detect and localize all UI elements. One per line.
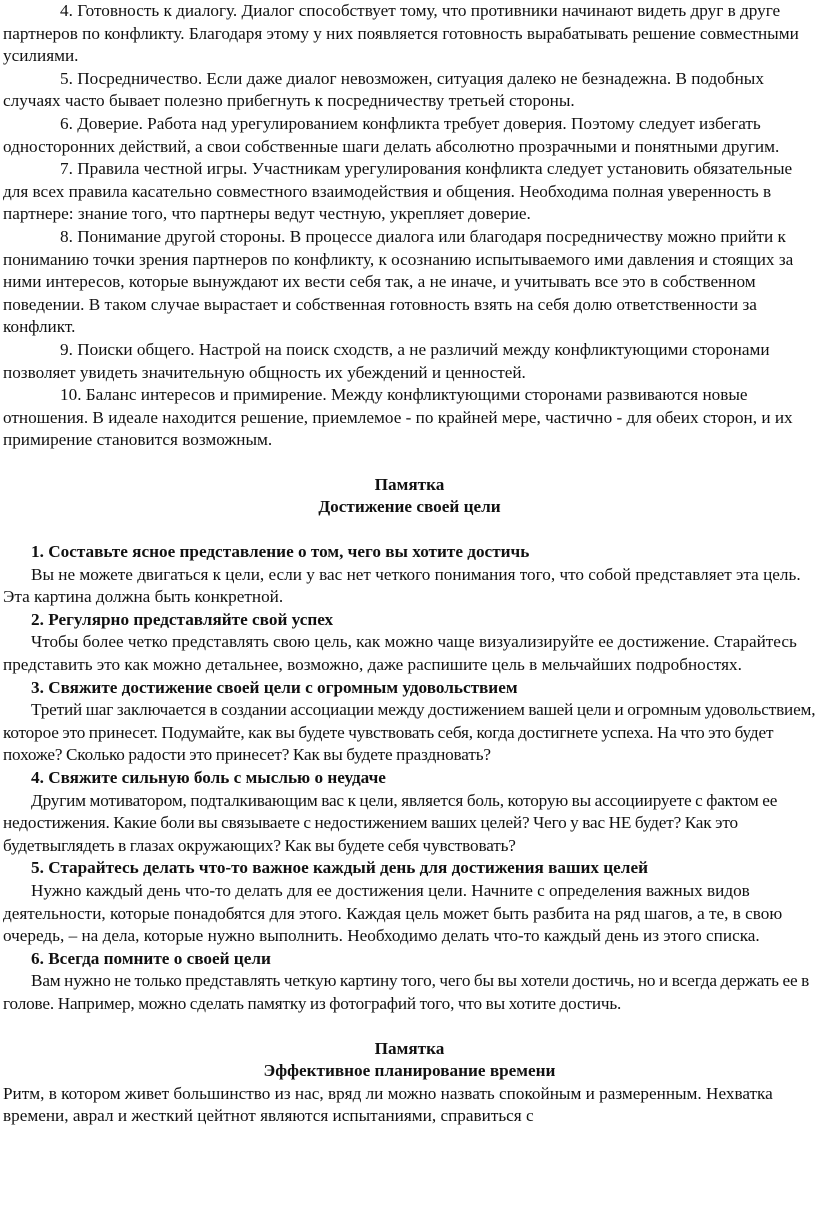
memo-title: Достижение своей цели [318, 497, 501, 517]
section-text: Третий шаг заключается в создании ассоциации между достижением вашей цели и огромным удовольствием, которое это принесет. Подумайте, как вы будете чувствовать себя, когда достигнете успеха. На что это будет похоже? Сколько радости это принесет? Как вы будете праздновать? [3, 700, 816, 765]
section-heading: 1. Составьте ясное представление о том, чего вы хотите достичь [31, 542, 530, 562]
list-item: 10. Баланс интересов и примирение. Между конфликтующими сторонами развиваются новые отношения. В идеале находится решение, приемлемое - по крайней мере, частично - для обеих сторон, и их примирение становится возможным. [3, 385, 793, 450]
list-item: 5. Посредничество. Если даже диалог невозможен, ситуация далеко не безнадежна. В подобных случаях часто бывает полезно прибегнуть к посредничеству третьей стороны. [3, 68, 764, 111]
conflict-resolution-list [3, 0, 816, 452]
spacer [3, 452, 816, 474]
list-item: 7. Правила честной игры. Участникам урегулирования конфликта следует установить обязательные для всех правила касательно совместного взаимодействия и общения. Необходима полная уверенность в партнере: знание того, что партнеры ведут честную, укрепляет доверие. [3, 159, 793, 224]
memo-label: Памятка [374, 1038, 445, 1058]
memo-title: Эффективное планирование времени [263, 1061, 556, 1081]
section-text: Вам нужно не только представлять четкую картину того, чего бы вы хотели достичь, но и всегда держать ее в голове. Например, можно сделать памятку из фотографий того, что вы хотите достичь. [3, 971, 810, 1013]
memo-goal-achievement [3, 474, 816, 1016]
spacer [3, 1016, 816, 1038]
list-item: 4. Готовность к диалогу. Диалог способствует тому, что противники начинают видеть друг в друге партнеров по конфликту. Благодаря этому у них появляется готовность вырабатывать решение совместными усилиями. [3, 1, 799, 66]
section-heading: 2. Регулярно представляйте свой успех [31, 609, 334, 629]
list-item: 8. Понимание другой стороны. В процессе диалога или благодаря посредничеству можно прийти к пониманию точки зрения партнеров по конфликту, к осознанию испытываемого ими давления и стоящих за ними интересов, которые вынуждают их вести себя так, а не иначе, и учитывать все это в собственном поведении. В таком случае вырастает и собственная готовность взять на себя долю ответственности за конфликт. [3, 226, 794, 337]
section-heading: 4. Свяжите сильную боль с мыслью о неудаче [31, 768, 386, 787]
spacer [3, 519, 816, 541]
memo-label: Памятка [374, 474, 445, 494]
section-text: Вы не можете двигаться к цели, если у вас нет четкого понимания того, что собой представляет эта цель. Эта картина должна быть конкретной. [3, 564, 801, 607]
section-heading: 3. Свяжите достижение своей цели с огромным удовольствием [31, 677, 518, 697]
memo-text: Ритм, в котором живет большинство из нас, вряд ли можно назвать спокойным и размеренным. Нехватка времени, аврал и жесткий цейтнот являются испытаниями, справиться с [3, 1083, 773, 1126]
section-text: Нужно каждый день что-то делать для ее достижения цели. Начните с определения важных видов деятельности, которые понадобятся для этого. Каждая цель может быть разбита на ряд шагов, а те, в свою очередь, – на дела, которые нужно выполнить. Необходимо делать что-то каждый день из этого списка. [3, 880, 783, 946]
list-item: 9. Поиски общего. Настрой на поиск сходств, а не различий между конфликтующими сторонами позволяет увидеть значительную общность их убеждений и ценностей. [3, 339, 770, 382]
section-text: Чтобы более четко представлять свою цель, как можно чаще визуализируйте ее достижение. Старайтесь представить это как можно детальнее, возможно, даже распишите цель в мельчайших подробностях. [3, 632, 797, 675]
section-heading: 6. Всегда помните о своей цели [31, 948, 271, 968]
section-text: Другим мотиватором, подталкивающим вас к цели, является боль, которую вы ассоциируете с фактом ее недостижения. Какие боли вы связываете с недостижением ваших целей? Чего у вас НЕ будет? Как это будетвыглядеть в глазах окружающих? Как вы будете себя чувствовать? [3, 790, 778, 855]
memo-time-planning [3, 1038, 816, 1128]
section-heading: 5. Старайтесь делать что-то важное каждый день для достижения ваших целей [31, 858, 648, 878]
list-item: 6. Доверие. Работа над урегулированием конфликта требует доверия. Поэтому следует избегать односторонних действий, а свои собственные шаги делать абсолютно прозрачными и понятными другим. [3, 113, 780, 156]
